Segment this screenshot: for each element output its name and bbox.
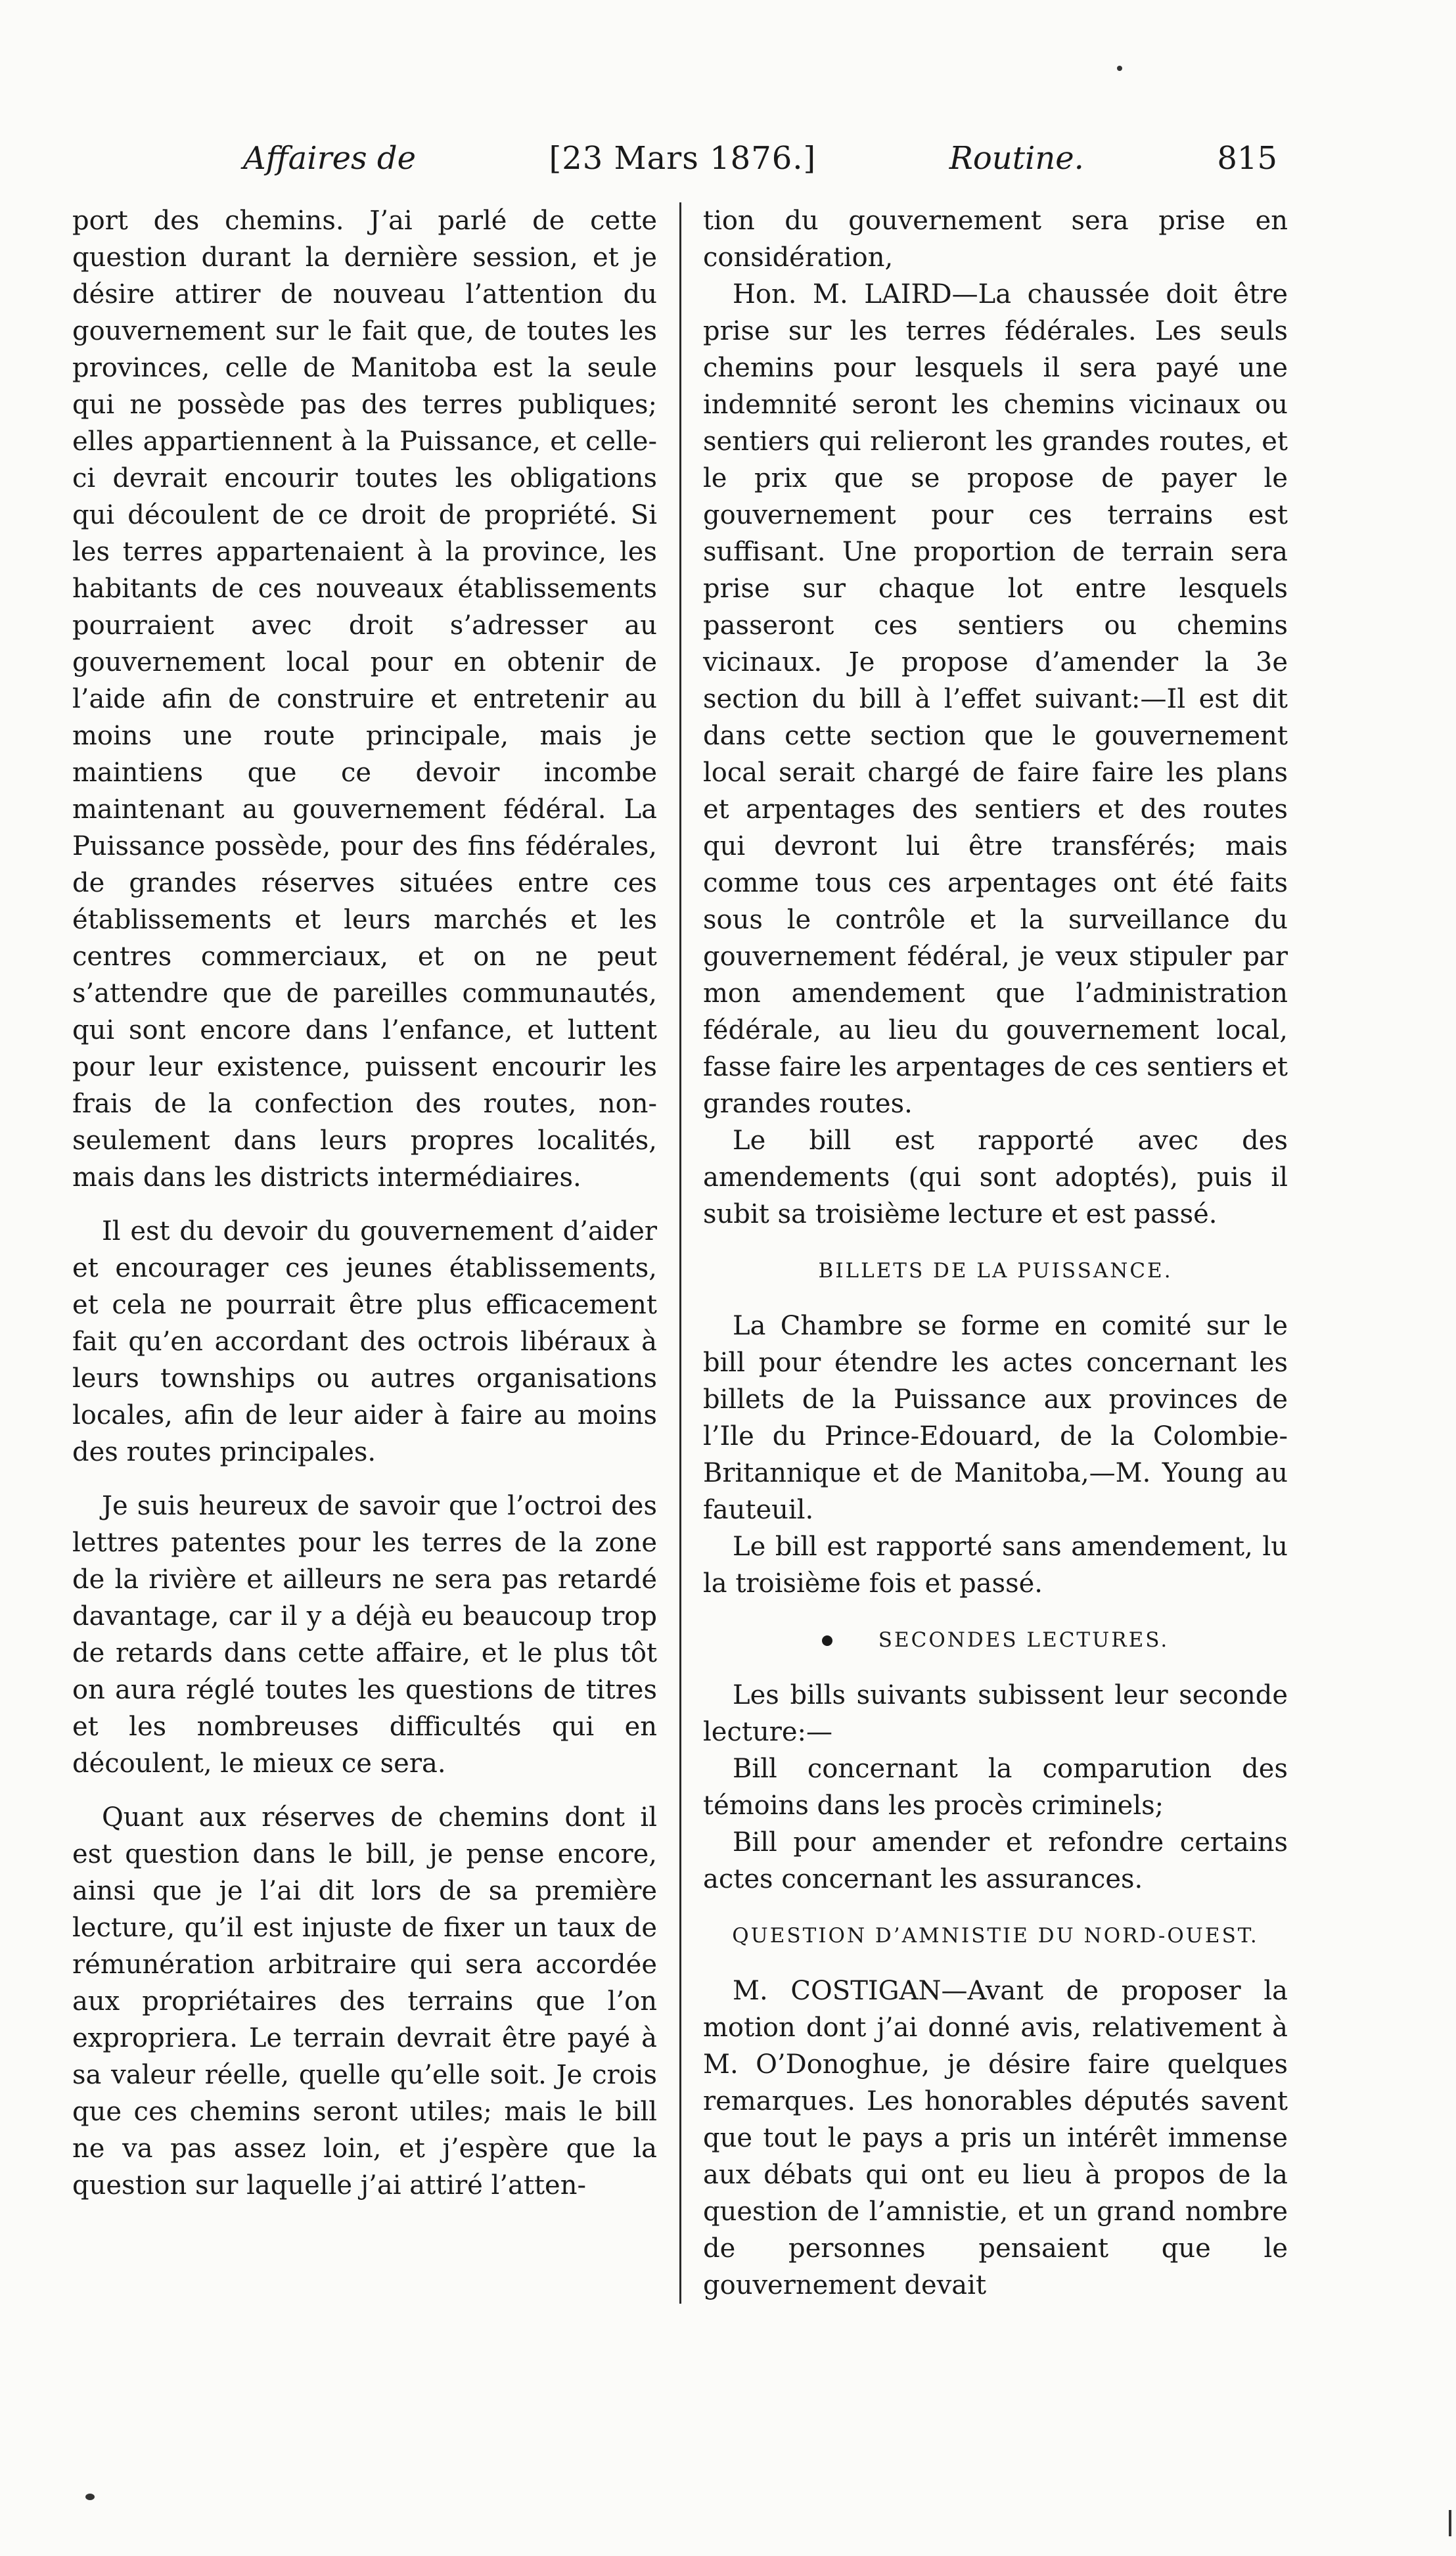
bill-temoins: Bill concernant la comparution des témoins dans les procès criminels; xyxy=(703,1753,1288,1821)
right-paragraph-1: tion du gouvernement sera prise en considération, xyxy=(703,205,1288,273)
running-head-date: [23 Mars 1876.] xyxy=(549,140,817,177)
running-head xyxy=(72,141,1288,176)
right-column xyxy=(703,202,1288,2304)
laird-statement: Hon. M. LAIRD—La chaussée doit être prise sur les terres fédérales. Les seuls chemins pour lesquels il sera payé une indemnité seront les chemins vicinaux ou sentiers qui relieront les grandes routes, et le prix que se propose de payer le gouvernement pour ces terrains est suffisant. Une proportion de terrain sera prise sur chaque lot entre lesquels passeront ces sentiers ou chemins vicinaux. Je propose d’amender la 3e section du bill à l’effet suivant:—Il est dit dans cette section que le gouvernement local serait chargé de faire faire les plans et arpentages des sentiers et des routes qui devront lui être transférés; mais comme tous ces arpentages ont été faits sous le contrôle et la surveillance du gouvernement fédéral, je veux stipuler par mon amendement que l’administration fédérale, au lieu du gouvernement local, fasse faire les arpentages de ces sentiers et grandes routes. xyxy=(703,279,1288,1119)
section-heading-secondes: SECONDES LECTURES. xyxy=(703,1622,1288,1658)
column-divider xyxy=(679,202,681,2304)
bill-reported-paragraph: Le bill est rapporté avec des amendements (qui sont adoptés), puis il subit sa troisième lecture et est passé. xyxy=(703,1125,1288,1229)
left-paragraph-4: Quant aux réserves de chemins dont il est question dans le bill, je pense encore, ainsi que je l’ai dit lors de sa première lecture, qu’il est injuste de fixer un taux de rémunération arbitraire qui sera accordée aux propriétaires des terrains que l’on expropriera. Le terrain devrait être payé à sa valeur réelle, quelle qu’elle soit. Je crois que ces chemins seront utiles; mais le bill ne va pas assez loin, et j’espère que la question sur laquelle j’ai attiré l’atten- xyxy=(72,1802,657,2201)
left-paragraph-1: port des chemins. J’ai parlé de cette question durant la dernière session, et je désire attirer de nouveau l’attention du gouvernement sur le fait que, de toutes les provinces, celle de Manitoba est la seule qui ne possède pas des terres publiques; elles appartiennent à la Puissance, et celle-ci devrait encourir toutes les obligations qui découlent de ce droit de propriété. Si les terres appartenaient à la province, les habitants de ces nouveaux établissements pourraient avec droit s’adresser au gouvernement local pour en obtenir de l’aide afin de construire et entretenir au moins une route principale, mais je maintiens que ce devoir incombe maintenant au gouvernement fédéral. La Puissance possède, pour des fins fédérales, de grandes réserves situées entre ces établissements et leurs marchés et les centres commerciaux, et on ne peut s’attendre que de pareilles communautés, qui sont encore dans l’enfance, et luttent pour leur existence, puissent encourir les frais de la confection des routes, non-seulement dans leurs propres localités, mais dans les districts intermédiaires. xyxy=(72,205,657,1193)
costigan-statement: M. COSTIGAN—Avant de proposer la motion dont j’ai donné avis, relativement à M. O’Donoghue, je désire faire quelques remarques. Les honorables députés savent que tout le pays a pris un intérêt immense aux débats qui ont eu lieu à propos de la question de l’amnistie, et un grand nombre de personnes pensaient que le gouvernement devait xyxy=(703,1975,1288,2300)
second-reading-intro: Les bills suivants subissent leur seconde lecture:— xyxy=(703,1679,1288,1747)
text-columns xyxy=(72,202,1288,2304)
section-heading-amnistie: QUESTION D’AMNISTIE DU NORD-OUEST. xyxy=(732,1923,1259,1948)
section-heading-billets: BILLETS DE LA PUISSANCE. xyxy=(818,1258,1173,1283)
ink-speck xyxy=(85,2494,95,2500)
committee-paragraph: La Chambre se forme en comité sur le bill pour étendre les actes concernant les billets de la Puissance aux provinces de l’Ile du Prince-Edouard, de la Colombie-Britannique et de Manitoba,—M. Young au fauteuil. xyxy=(703,1310,1288,1525)
bill-assurances: Bill pour amender et refondre certains actes concernant les assurances. xyxy=(703,1827,1288,1894)
ink-speck xyxy=(1449,2510,1451,2536)
running-head-left: Affaires de xyxy=(243,140,417,177)
bill-passed-paragraph: Le bill est rapporté sans amendement, lu la troisième fois et passé. xyxy=(703,1531,1288,1599)
left-paragraph-2: Il est du devoir du gouvernement d’aider et encourager ces jeunes établissements, et cela ne pourrait être plus efficacement fait qu’en accordant des octrois libéraux à leurs townships ou autres organisations locales, afin de leur aider à faire au moins des routes principales. xyxy=(72,1216,657,1467)
page-number: 815 xyxy=(1217,140,1277,177)
left-column xyxy=(72,202,657,2304)
ink-speck xyxy=(1117,66,1122,71)
left-paragraph-3: Je suis heureux de savoir que l’octroi des lettres patentes pour les terres de la zone de la rivière et ailleurs ne sera pas retardé davantage, car il y a déjà eu beaucoup trop de retards dans cette affaire, et le plus tôt on aura réglé toutes les questions de titres et les nombreuses difficultés qui en découlent, le mieux ce sera. xyxy=(72,1490,657,1779)
running-head-right: Routine. xyxy=(949,140,1084,177)
page-body xyxy=(72,141,1288,2304)
